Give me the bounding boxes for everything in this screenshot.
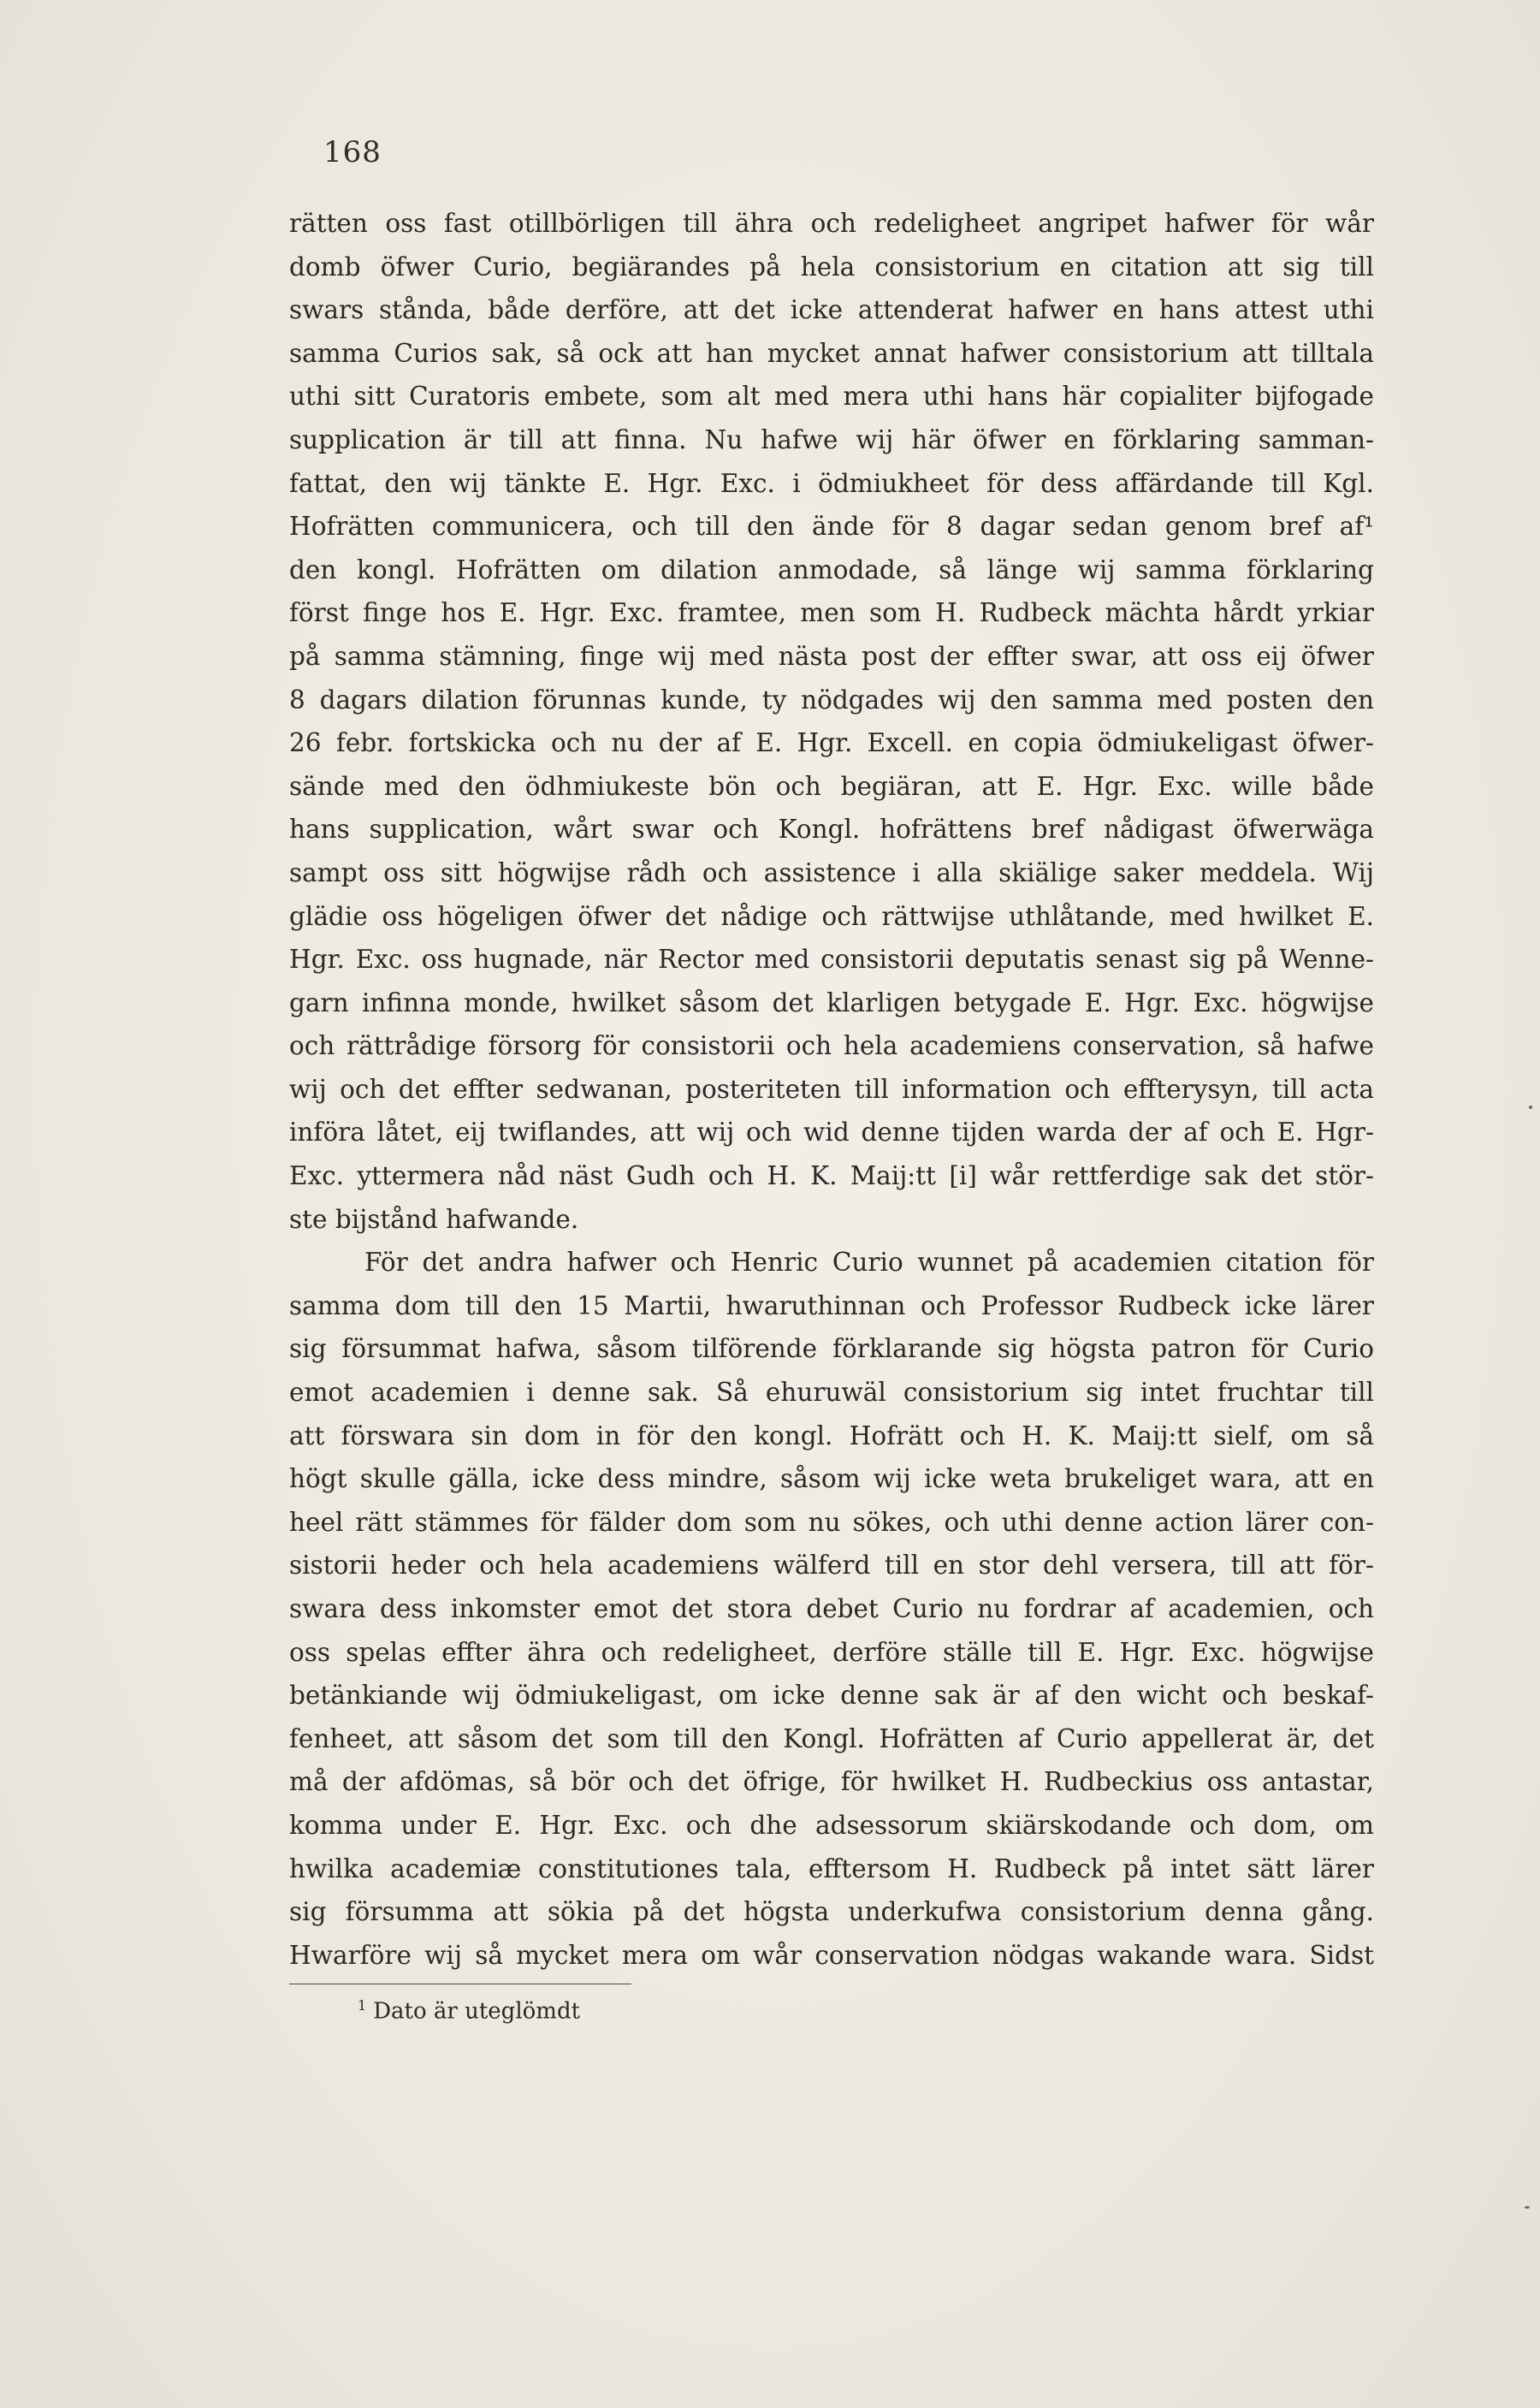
text-line: rätten oss fast otillbörligen till ähra och redeligheet angripet hafwer för wår xyxy=(289,209,1374,238)
text-line: 8 dagars dilation förunnas kunde, ty nödgades wij den samma med posten den xyxy=(289,685,1374,715)
scan-speck xyxy=(1529,1106,1532,1109)
text-line: och rättrådige försorg för consistorii och hela academiens conservation, så hafwe xyxy=(289,1031,1374,1061)
text-line: sig försumma att sökia på det högsta underkufwa consistorium denna gång. xyxy=(289,1897,1374,1927)
text-line: oss spelas effter ähra och redeligheet, derföre ställe till E. Hgr. Exc. högwijse xyxy=(289,1637,1374,1667)
text-line: fattat, den wij tänkte E. Hgr. Exc. i ödmiukheet för dess affärdande till Kgl. xyxy=(289,468,1374,498)
text-line: wij och det effter sedwanan, posteriteten till information och effterysyn, till acta xyxy=(289,1074,1374,1104)
text-line: att förswara sin dom in för den kongl. Hofrätt och H. K. Maij:tt sielf, om så xyxy=(289,1420,1374,1450)
text-line: hwilka academiæ constitutiones tala, efftersom H. Rudbeck på intet sätt lärer xyxy=(289,1853,1374,1883)
text-line: sampt oss sitt högwijse rådh och assistence i alla skiälige saker meddela. Wij xyxy=(289,857,1374,887)
text-line: först finge hos E. Hgr. Exc. framtee, men som H. Rudbeck mächta hårdt yrkiar xyxy=(289,598,1374,628)
text-line: sände med den ödhmiukeste bön och begiäran, att E. Hgr. Exc. wille både xyxy=(289,771,1374,801)
text-line: emot academien i denne sak. Så ehuruwäl consistorium sig intet fruchtar till xyxy=(289,1378,1374,1408)
text-line: garn infinna monde, hwilket såsom det klarligen betygade E. Hgr. Exc. högwijse xyxy=(289,988,1374,1017)
text-line: glädie oss högeligen öfwer det nådige och rättwijse uthlåtande, med hwilket E. xyxy=(289,901,1374,931)
text-line: på samma stämning, finge wij med nästa post der effter swar, att oss eij öfwer xyxy=(289,641,1374,671)
text-line: supplication är till att finna. Nu hafwe wij här öfwer en förklaring samman- xyxy=(289,424,1374,454)
scan-speck xyxy=(1525,2206,1530,2209)
page-number: 168 xyxy=(323,135,382,169)
text-line: hans supplication, wårt swar och Kongl. hofrättens bref nådigast öfwerwäga xyxy=(289,815,1374,845)
footnote xyxy=(358,1990,580,2027)
text-line: swara dess inkomster emot det stora debet Curio nu fordrar af academien, och xyxy=(289,1594,1374,1623)
text-line: ste bijstånd hafwande. xyxy=(289,1204,579,1234)
text-line: Exc. yttermera nåd näst Gudh och H. K. Maij:tt [i] wår rettferdige sak det stör- xyxy=(289,1161,1374,1191)
text-line: den kongl. Hofrätten om dilation anmodade, så länge wij samma förklaring xyxy=(289,555,1374,584)
text-line: samma dom till den 15 Martii, hwaruthinnan och Professor Rudbeck icke lärer xyxy=(289,1290,1374,1320)
text-line: Hofrätten communicera, och till den ände för 8 dagar sedan genom bref af¹ xyxy=(289,512,1374,542)
text-line: samma Curios sak, så ock att han mycket annat hafwer consistorium att tilltala xyxy=(289,338,1374,368)
text-line: sistorii heder och hela academiens wälferd till en stor dehl versera, till att för- xyxy=(289,1551,1374,1581)
footnote-text: Dato är uteglömdt xyxy=(373,1998,581,2025)
text-line: uthi sitt Curatoris embete, som alt med mera uthi hans här copialiter bijfogade xyxy=(289,382,1374,412)
text-line: fenheet, att såsom det som till den Kongl. Hofrätten af Curio appellerat är, det xyxy=(289,1723,1374,1753)
text-line: må der afdömas, så bör och det öfrige, för hwilket H. Rudbeckius oss antastar, xyxy=(289,1767,1374,1797)
text-line: För det andra hafwer och Henric Curio wunnet på academien citation för xyxy=(364,1248,1374,1278)
text-line: Hwarföre wij så mycket mera om wår conservation nödgas wakande wara. Sidst xyxy=(289,1940,1374,1970)
text-line: betänkiande wij ödmiukeligast, om icke denne sak är af den wicht och beskaf- xyxy=(289,1681,1374,1711)
text-line: sig försummat hafwa, såsom tilförende förklarande sig högsta patron för Curio xyxy=(289,1334,1374,1364)
body-text xyxy=(289,202,1374,1977)
text-line: komma under E. Hgr. Exc. och dhe adsessorum skiärskodande och dom, om xyxy=(289,1810,1374,1840)
text-line: införa låtet, eij twiflandes, att wij och wid denne tijden warda der af och E. Hgr- xyxy=(289,1118,1374,1148)
text-line: heel rätt stämmes för fälder dom som nu sökes, och uthi denne action lärer con- xyxy=(289,1507,1374,1537)
footnote-mark: 1 xyxy=(358,1997,367,2014)
text-line: Hgr. Exc. oss hugnade, när Rector med consistorii deputatis senast sig på Wenne- xyxy=(289,945,1374,975)
text-line: högt skulle gälla, icke dess mindre, såsom wij icke weta brukeliget wara, att en xyxy=(289,1464,1374,1494)
text-line: domb öfwer Curio, begiärandes på hela consistorium en citation att sig till xyxy=(289,252,1374,282)
text-line: 26 febr. fortskicka och nu der af E. Hgr. Excell. en copia ödmiukeligast öfwer- xyxy=(289,728,1374,758)
text-line: swars stånda, både derföre, att det icke attenderat hafwer en hans attest uthi xyxy=(289,295,1374,325)
